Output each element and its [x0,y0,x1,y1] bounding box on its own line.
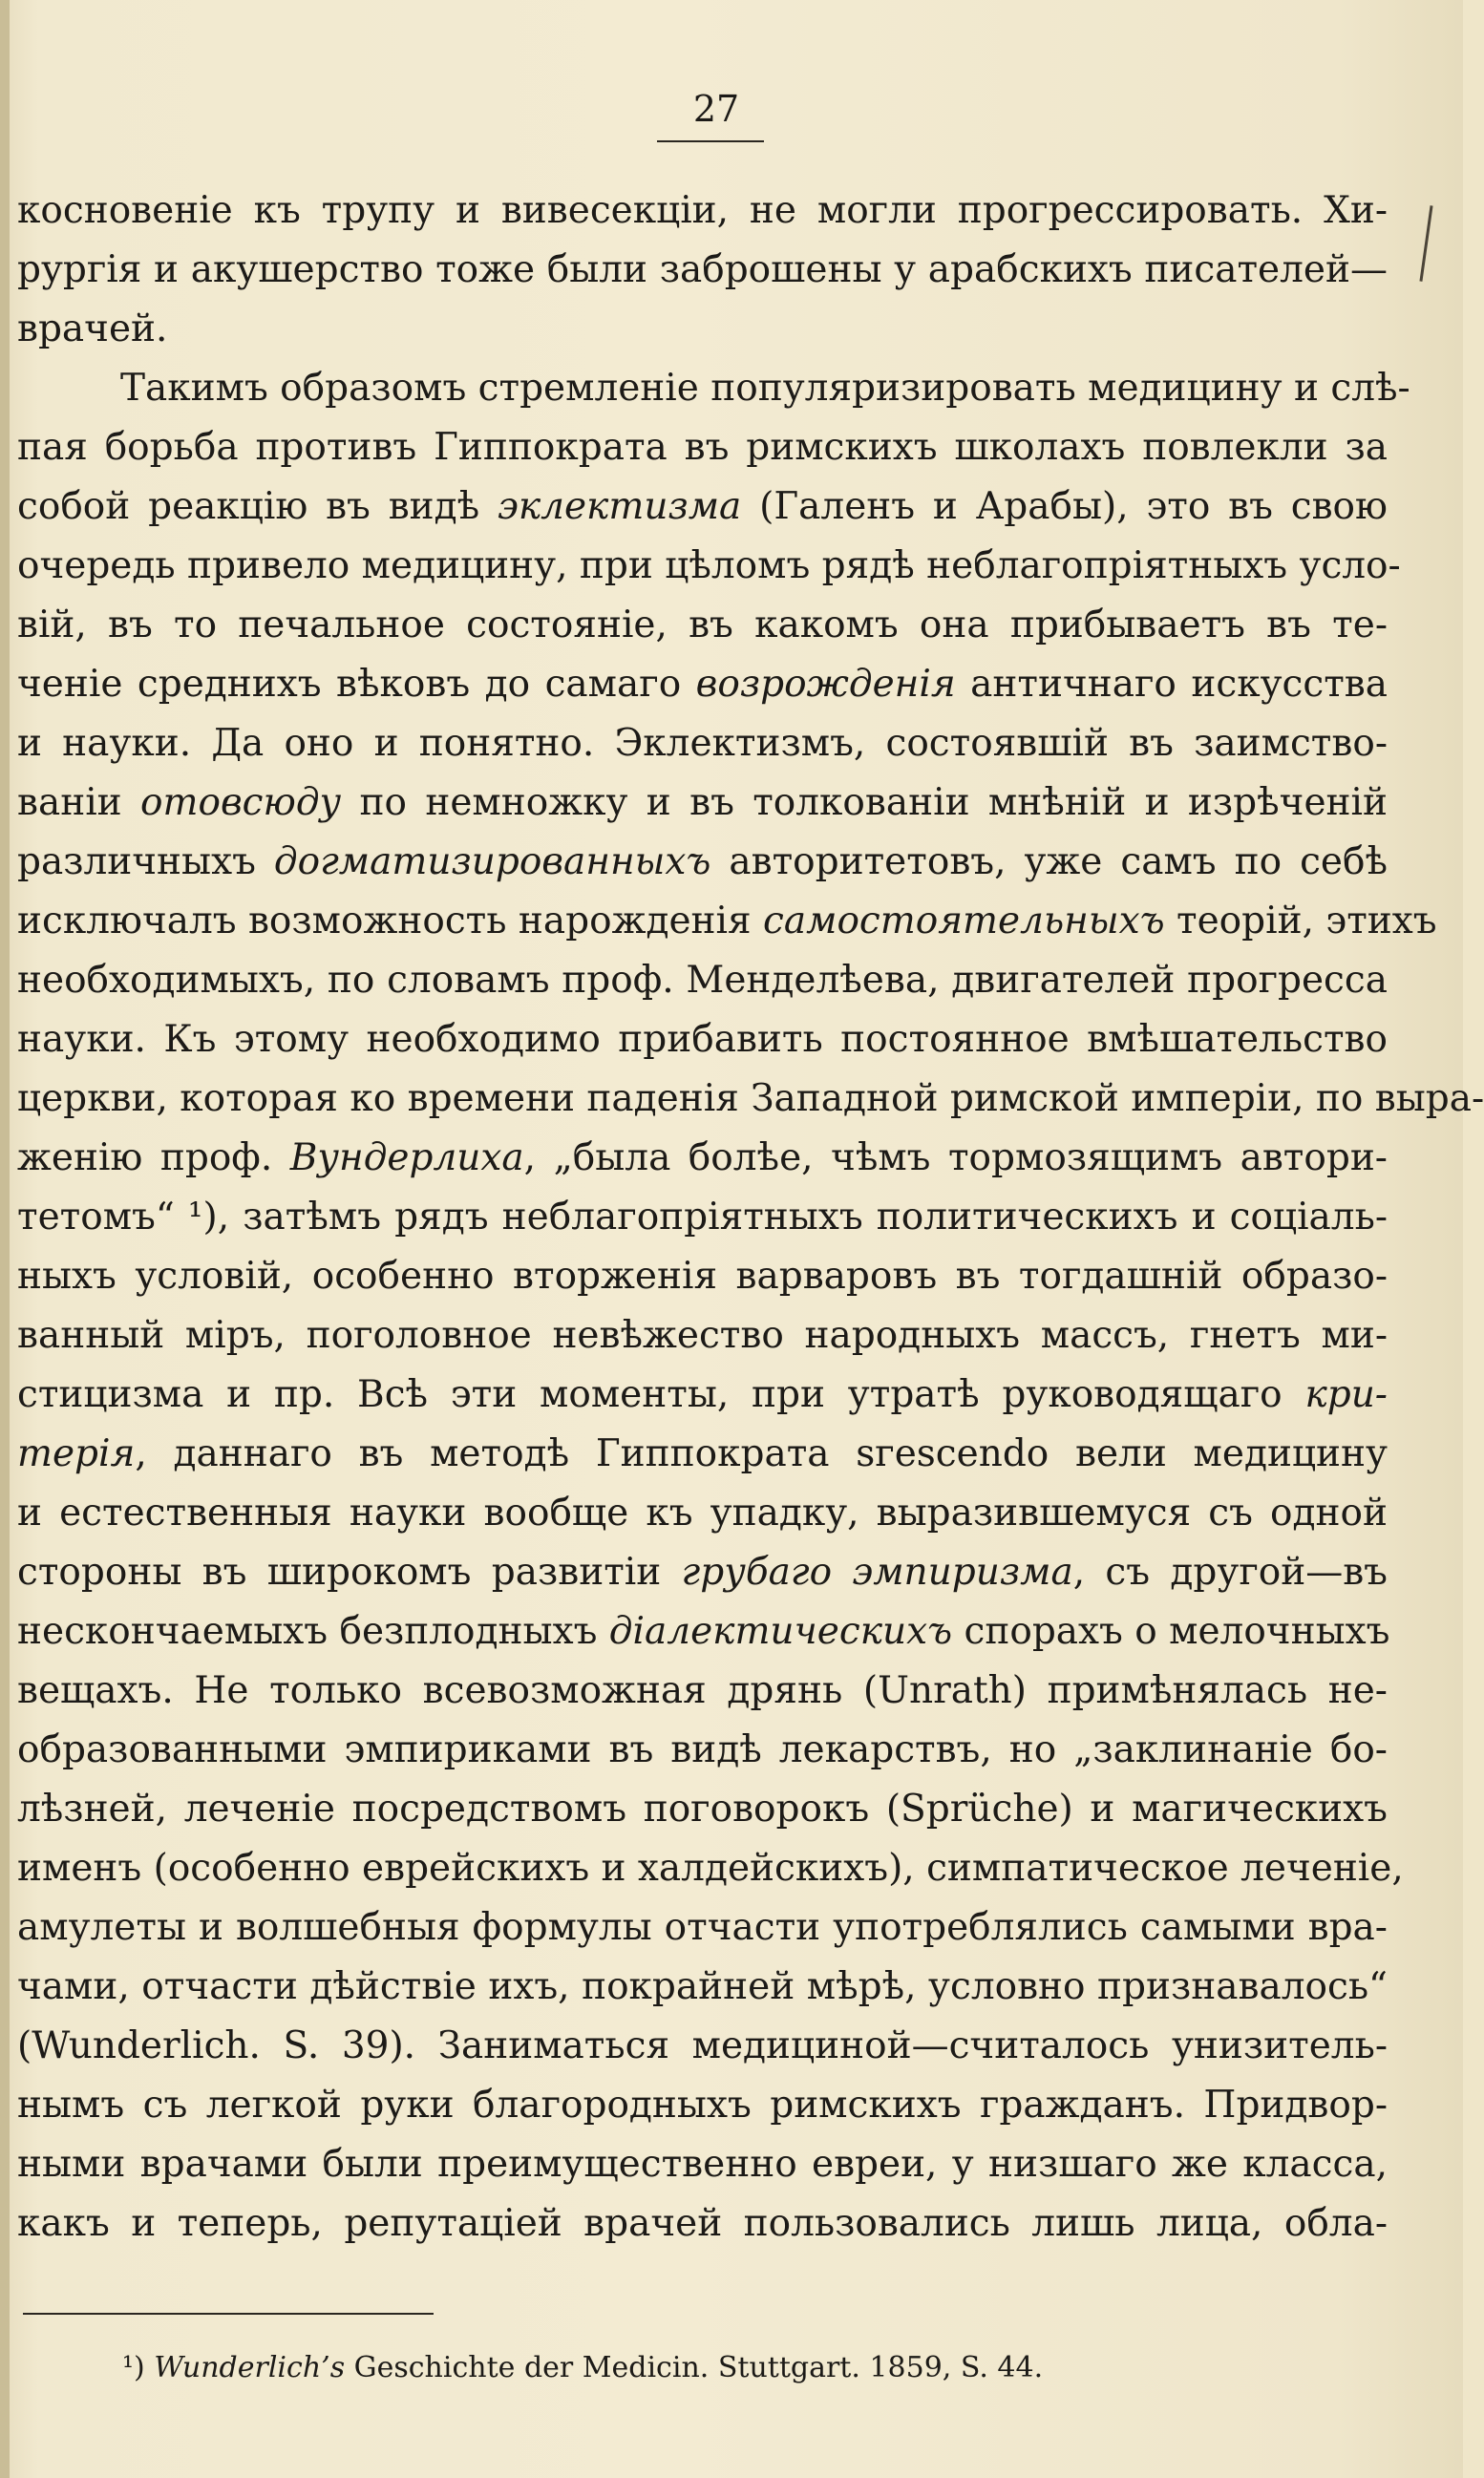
text-segment: лѣзней, леченіе посредствомъ поговорокъ (Sprüche) и магическихъ [17,1788,1388,1831]
text-line [17,714,1388,773]
italic-phrase: Вундерлиха [289,1136,524,1179]
text-line [17,655,1388,714]
text-segment: вій, въ то печальное состояніе, въ какомъ она прибываетъ въ те- [17,604,1388,646]
text-segment: , „была болѣе, чѣмъ тормозящимъ автори- [523,1136,1388,1179]
text-segment: косновеніе къ трупу и вивесекціи, не могли прогрессировать. Хи- [17,189,1388,232]
text-segment: ваніи [17,781,141,824]
text-line [17,2017,1388,2076]
text-line [17,300,1388,359]
italic-phrase: самостоятельныхъ [763,900,1165,942]
text-segment: теорій, этихъ [1164,900,1437,942]
text-segment: и науки. Да оно и понятно. Эклектизмъ, состоявшій въ заимство- [17,722,1388,765]
text-segment: , съ другой—въ [1072,1551,1388,1594]
text-line [17,2194,1388,2254]
text-line [17,1484,1388,1543]
footnote-rule [23,2313,434,2315]
margin-mark [1419,205,1432,282]
italic-phrase: терія [17,1432,136,1475]
page-left-edge [0,0,10,2478]
text-line [17,2076,1388,2135]
text-line [17,1721,1388,1780]
text-line [17,1602,1388,1662]
text-line [17,477,1388,537]
text-segment: пая борьба противъ Гиппократа въ римскихъ школахъ повлекли за [17,426,1388,469]
text-segment: (Wunderlich. S. 39). Заниматься медициной—считалось унизитель- [17,2024,1388,2067]
text-line [17,1366,1388,1425]
text-segment: чами, отчасти дѣйствіе ихъ, покрайней мѣрѣ, условно признавалось“ [17,1965,1388,2008]
text-segment: образованными эмпириками въ видѣ лекарствъ, но „заклинаніе бо- [17,1728,1388,1771]
text-line [17,1129,1388,1188]
text-line [17,1662,1388,1721]
text-line [17,1010,1388,1070]
text-segment: различныхъ [17,840,274,883]
text-segment: авторитетовъ, уже самъ по себѣ [710,840,1388,883]
text-segment: нымъ съ легкой руки благородныхъ римскихъ гражданъ. Придвор- [17,2084,1388,2127]
text-line [17,418,1388,477]
italic-phrase: догматизированныхъ [273,840,711,883]
text-segment: , даннаго въ методѣ Гиппократа sгеscendo вели медицину [135,1432,1388,1475]
italic-phrase: кри- [1304,1373,1388,1416]
text-line [17,1306,1388,1366]
page-number-rule [657,140,764,142]
text-segment: по немножку и въ толкованіи мнѣній и изрѣченій [341,781,1388,824]
page-number: 27 [692,88,740,130]
text-line [17,181,1388,241]
text-segment: церкви, которая ко времени паденія Западной римской имперіи, по выра- [17,1077,1484,1120]
italic-phrase: грубаго эмпиризма [681,1551,1073,1594]
text-line [17,359,1410,418]
text-segment: и естественныя науки вообще къ упадку, выразившемуся съ одной [17,1492,1388,1535]
footnote [122,2351,1043,2384]
text-segment: стицизма и пр. Всѣ эти моменты, при утратѣ руководящаго [17,1373,1305,1416]
text-segment: ванный міръ, поголовное невѣжество народныхъ массъ, гнетъ ми- [17,1314,1388,1357]
text-segment: вещахъ. Не только всевозможная дрянь (Unrath) примѣнялась не- [17,1669,1388,1712]
text-line [17,537,1401,596]
text-line [17,1070,1484,1129]
text-segment: стороны въ широкомъ развитіи [17,1551,682,1594]
text-segment: ченіе среднихъ вѣковъ до самаго [17,663,696,706]
text-segment: женію проф. [17,1136,290,1179]
text-segment: врачей. [17,307,168,350]
text-line [17,1839,1404,1898]
text-line [17,596,1388,655]
text-segment: спорахъ о мелочныхъ [952,1610,1390,1653]
text-segment: ными врачами были преимущественно евреи, у низшаго же класса, [17,2143,1388,2186]
text-segment: собой реакцію въ видѣ [17,485,498,528]
text-line [17,1958,1388,2017]
text-segment: ныхъ условій, особенно вторженія варваровъ въ тогдашній образо- [17,1255,1388,1298]
text-segment: очередь привело медицину, при цѣломъ рядѣ неблагопріятныхъ усло- [17,544,1401,587]
italic-phrase: діалектическихъ [608,1610,953,1653]
text-segment: тетомъ“ ¹), затѣмъ рядъ неблагопріятныхъ политическихъ и соціаль- [17,1196,1388,1239]
text-line [17,1247,1388,1306]
footnote-author: Wunderlich’s [154,2351,346,2384]
text-segment: именъ (особенно еврейскихъ и халдейскихъ), симпатическое леченіе, [17,1847,1404,1890]
text-segment: античнаго искусства [955,663,1388,706]
body-text [17,181,1484,2254]
text-line [17,1898,1388,1958]
text-line [17,241,1388,300]
text-line [17,1543,1388,1602]
text-line [17,1425,1388,1484]
italic-phrase: эклектизма [498,485,742,528]
text-line [17,1188,1388,1247]
text-segment: рургія и акушерство тоже были заброшены у арабскихъ писателей— [17,248,1388,291]
text-segment: исключалъ возможность нарожденія [17,900,764,942]
text-segment: науки. Къ этому необходимо прибавить постоянное вмѣшательство [17,1018,1388,1061]
text-line [17,951,1388,1010]
text-segment: необходимыхъ, по словамъ проф. Менделѣева, двигателей прогресса [17,959,1388,1002]
italic-phrase: возрожденія [695,663,956,706]
text-segment: амулеты и волшебныя формулы отчасти употреблялись самыми вра- [17,1906,1388,1949]
text-line [17,833,1388,892]
text-line [17,773,1388,833]
text-segment: Такимъ образомъ стремленіе популяризировать медицину и слѣ- [120,367,1410,410]
footnote-text: Geschichte der Medicin. Stuttgart. 1859, S. 44. [353,2351,1044,2384]
footnote-marker: ¹) [122,2351,145,2384]
text-segment: какъ и теперь, репутаціей врачей пользовались лишь лица, обла- [17,2202,1388,2245]
text-line [17,2135,1388,2194]
italic-phrase: отовсюду [140,781,342,824]
text-line [17,892,1437,951]
text-line [17,1780,1388,1839]
text-segment: (Галенъ и Арабы), это въ свою [741,485,1388,528]
text-segment: нескончаемыхъ безплодныхъ [17,1610,609,1653]
